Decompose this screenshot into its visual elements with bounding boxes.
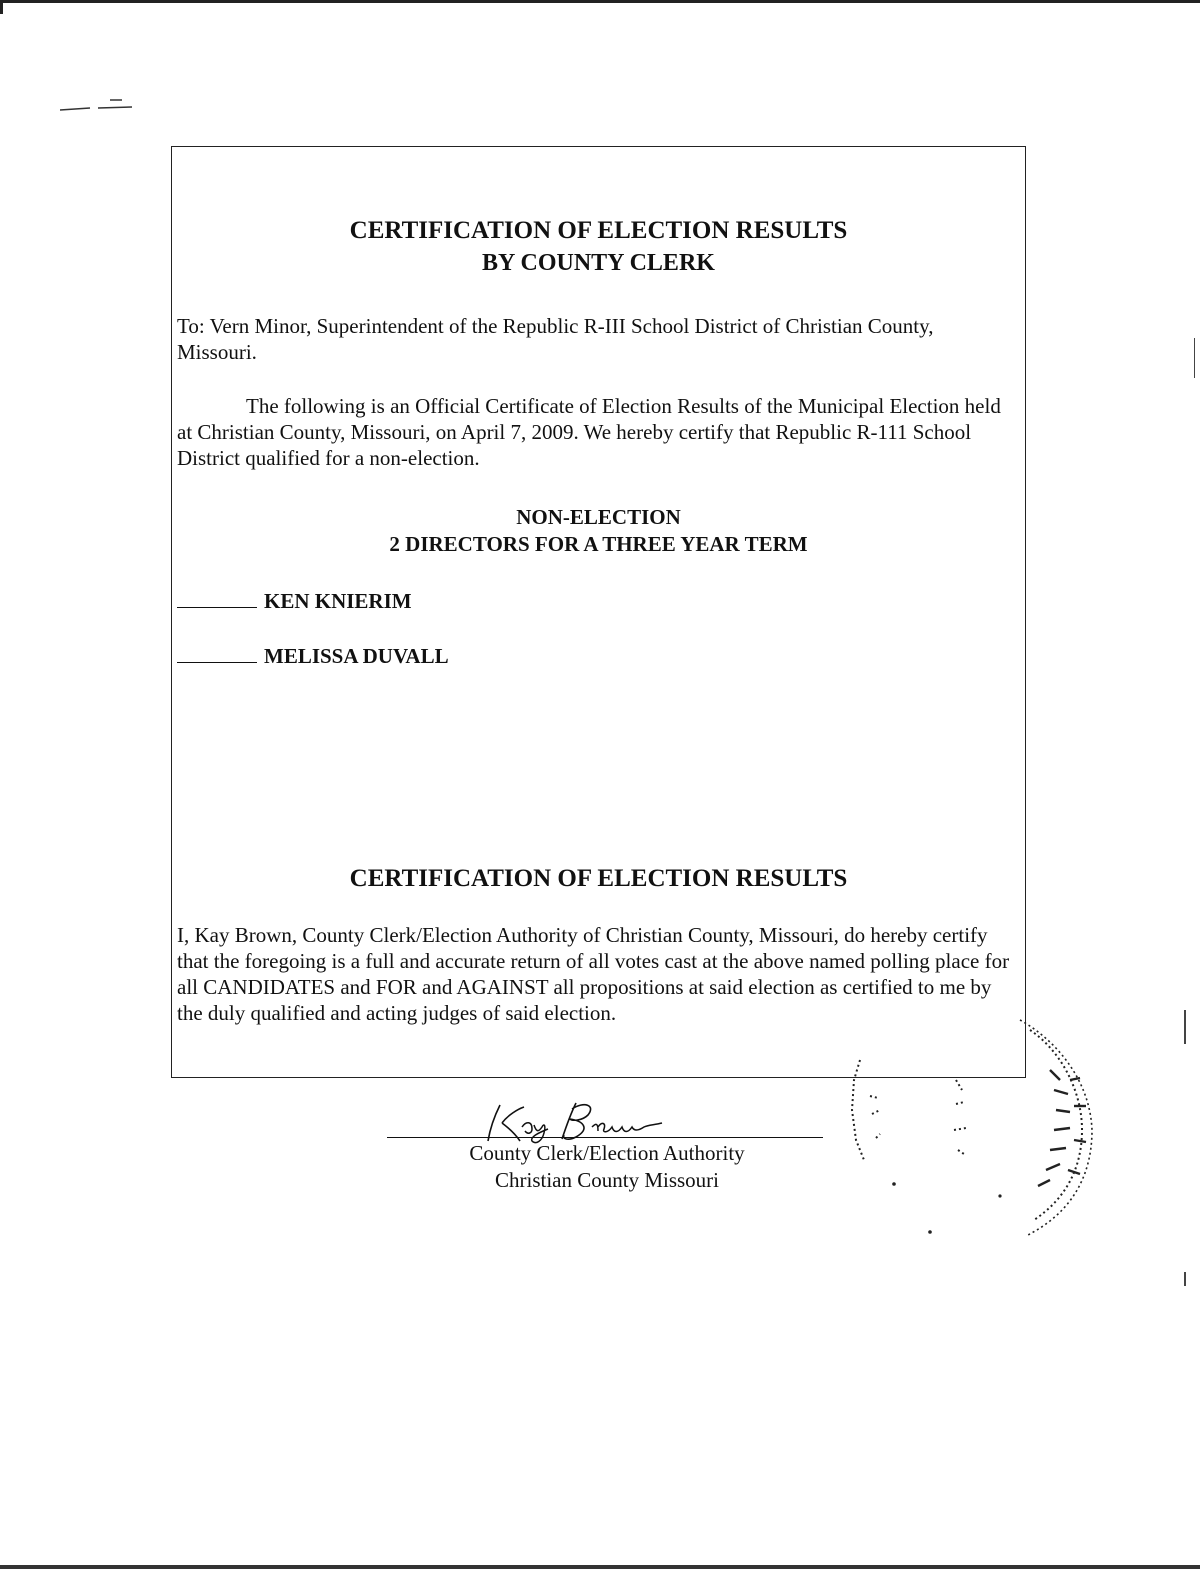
scan-edge-left <box>0 0 3 14</box>
candidate-row <box>177 587 412 614</box>
scan-artifact-mark <box>1194 338 1195 378</box>
document-title: CERTIFICATION OF ELECTION RESULTS <box>349 217 848 244</box>
signer-title: County Clerk/Election Authority <box>469 1141 745 1165</box>
county-seal-stamp <box>820 1010 1120 1250</box>
certification-statement: I, Kay Brown, County Clerk/Election Authority of Christian County, Missouri, do hereby certify that the foregoing is a full and accurate return of all votes cast at the above named polling place for all CANDIDATES and FOR and AGAINST all propositions at said election as certified to me by the duly qualified and acting judges of said election. <box>177 923 1010 1025</box>
signer-location: Christian County Missouri <box>494 1168 720 1192</box>
certificate-frame <box>171 146 1026 1192</box>
scan-artifact-mark <box>1184 1272 1186 1286</box>
candidate-blank-line <box>177 642 257 663</box>
candidate-name: MELISSA DUVALL <box>264 644 449 668</box>
scan-artifact-mark <box>1184 1010 1186 1044</box>
candidate-blank-line <box>177 587 257 608</box>
document-subtitle: BY COUNTY CLERK <box>482 250 715 276</box>
addressee-line: To: Vern Minor, Superintendent of the Republic R-III School District of Christian County, Missouri. <box>177 314 934 364</box>
term-heading: 2 DIRECTORS FOR A THREE YEAR TERM <box>389 532 808 556</box>
signature-line <box>387 1137 823 1138</box>
scan-artifact-mark <box>60 96 140 116</box>
candidate-row <box>177 642 449 669</box>
certification-heading: CERTIFICATION OF ELECTION RESULTS <box>349 865 848 892</box>
certificate-body: The following is an Official Certificate of Election Results of the Municipal Election held at Christian County, Missouri, on April 7, 2009. We hereby certify that Republic R-111 School District qualified for a non-election. <box>177 394 1001 470</box>
candidate-name: KEN KNIERIM <box>264 589 412 613</box>
scan-edge-top <box>0 0 1200 3</box>
non-election-heading: NON-ELECTION <box>516 505 681 529</box>
scan-edge-bottom <box>0 1565 1200 1569</box>
